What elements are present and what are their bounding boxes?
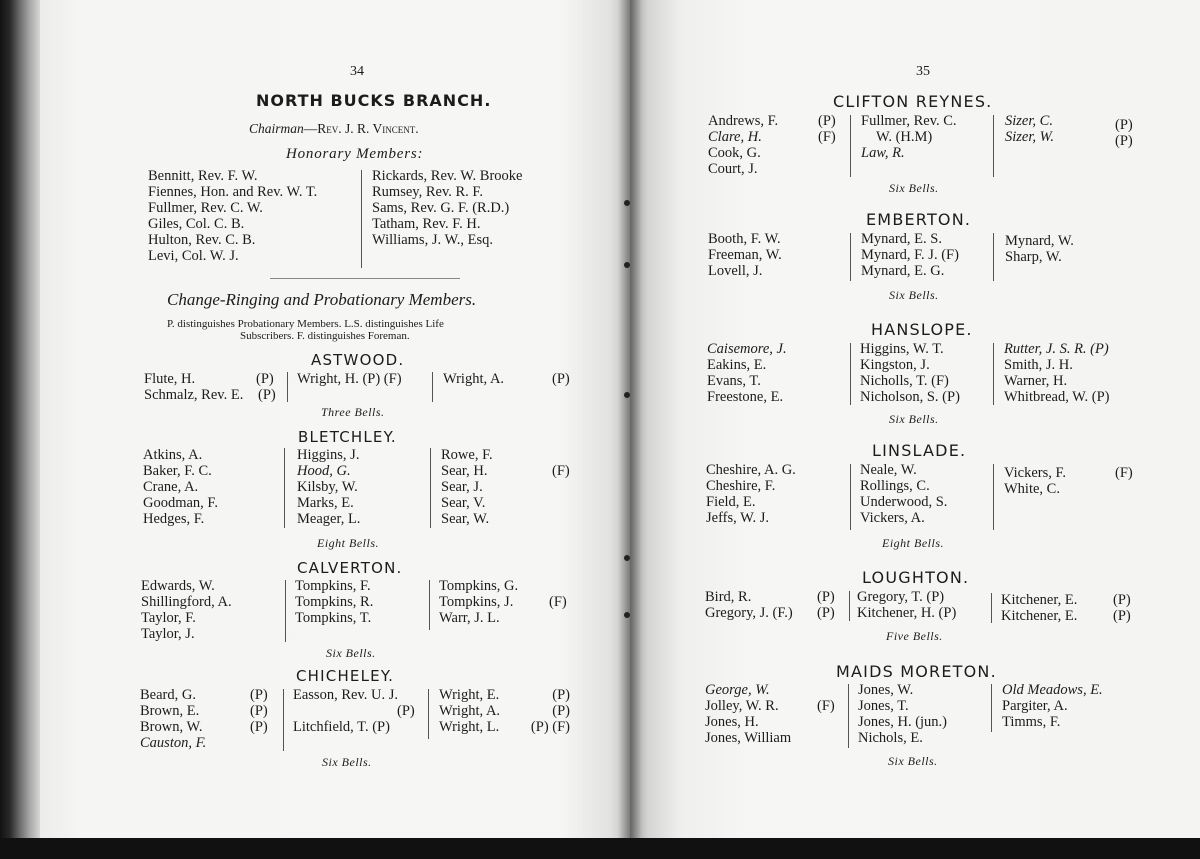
ringer-name: Mynard, E. G.	[861, 263, 945, 279]
tower-column	[1004, 341, 1110, 405]
column-divider	[429, 580, 430, 630]
tower-column	[141, 578, 232, 642]
ringer-flag: (F)	[817, 698, 835, 714]
ringer-name: Kitchener, H. (P)	[857, 605, 957, 621]
tower-heading: HANSLOPE.	[871, 320, 973, 339]
tower-column	[1004, 465, 1066, 497]
tower-heading: EMBERTON.	[866, 210, 972, 229]
bells-caption: Six Bells.	[888, 754, 938, 768]
ringer-name: Jones, H.	[705, 714, 759, 730]
ringer-name: Tompkins, G.	[439, 578, 519, 594]
ringer-flag: (P)	[250, 703, 268, 719]
honorary-member: Sams, Rev. G. F. (R.D.)	[372, 200, 510, 216]
tower-column	[297, 447, 360, 527]
ringer-name: Higgins, W. T.	[860, 341, 944, 357]
ringer-name: Litchfield, T. (P)	[293, 719, 390, 735]
flag-column	[1113, 592, 1131, 624]
ringer-flag: (P)	[817, 589, 835, 605]
ringer-name: Schmalz, Rev. E.	[144, 387, 244, 403]
ringer-name: Taylor, F.	[141, 610, 196, 626]
ringer-name: Taylor, J.	[141, 626, 195, 642]
ringer-name: Wright, A.	[439, 703, 501, 719]
honorary-right-column	[372, 168, 523, 248]
tower-column	[439, 578, 518, 626]
ringer-name: White, C.	[1004, 481, 1060, 497]
chairman-label: Chairman	[249, 121, 304, 136]
ringer-flag: (P)	[817, 605, 835, 621]
ringer-name: Smith, J. H.	[1004, 357, 1073, 373]
tower-column	[293, 687, 415, 735]
ringer-name: Shillingford, A.	[141, 594, 232, 610]
ringer-name: Sharp, W.	[1005, 249, 1062, 265]
ringer-name: Wright, E.	[439, 687, 500, 703]
ringer-name: Rutter, J. S. R. (P)	[1004, 341, 1109, 357]
page-number: 35	[916, 64, 930, 79]
ringer-flag: (P)	[256, 371, 274, 387]
ringer-name: Wright, L.	[439, 719, 500, 735]
ringer-flag: (P)	[250, 687, 268, 703]
ringer-name: Flute, H.	[144, 371, 196, 387]
ringer-name: Jones, T.	[858, 698, 909, 714]
ringer-name: Jones, H. (jun.)	[858, 714, 948, 730]
flag-column	[1115, 117, 1133, 149]
tower-heading: LOUGHTON.	[862, 568, 970, 587]
ringer-name: Rowe, F.	[441, 447, 493, 463]
tower-column	[708, 113, 778, 177]
honorary-heading: Honorary Members:	[286, 146, 424, 162]
ringer-name: Timms, F.	[1002, 714, 1061, 730]
tower-column	[144, 371, 243, 403]
column-divider	[993, 343, 994, 405]
ringer-name: Edwards, W.	[141, 578, 215, 594]
honorary-member: Levi, Col. W. J.	[148, 248, 239, 264]
column-divider	[993, 464, 994, 530]
ringer-name: Sear, H.	[441, 463, 488, 479]
ringer-name: Higgins, J.	[297, 447, 360, 463]
tower-column	[705, 682, 791, 746]
tower-column	[297, 371, 402, 387]
honorary-member: Fullmer, Rev. C. W.	[148, 200, 263, 216]
tower-heading: CALVERTON.	[297, 559, 403, 577]
column-divider	[849, 591, 850, 621]
ringer-name: Nichols, E.	[858, 730, 923, 746]
ringer-name: Booth, F. W.	[708, 231, 781, 247]
legend-note: P. distinguishes Probationary Members. L.S. distinguishes Life	[167, 318, 444, 330]
honorary-member: Bennitt, Rev. F. W.	[148, 168, 258, 184]
ringer-name: W. (H.M)	[876, 129, 933, 145]
chairman-name: —Rev. J. R. Vincent.	[303, 121, 419, 136]
ringer-name: Sear, V.	[441, 495, 486, 511]
flag-column	[817, 698, 835, 714]
flag-column	[258, 387, 276, 403]
ringer-name: Marks, E.	[297, 495, 354, 511]
tower-column	[143, 447, 218, 527]
bells-caption: Six Bells.	[322, 755, 372, 769]
ringer-name: Cheshire, A. G.	[706, 462, 796, 478]
tower-column	[441, 447, 493, 527]
ringer-name: Underwood, S.	[860, 494, 948, 510]
tower-column	[443, 371, 504, 387]
ringer-name: Warr, J. L.	[439, 610, 500, 626]
flag-column	[518, 687, 570, 735]
bells-caption: Eight Bells.	[882, 536, 944, 550]
bells-caption: Three Bells.	[321, 405, 385, 419]
column-divider	[285, 580, 286, 642]
ringer-name: Cook, G.	[708, 145, 761, 161]
bells-caption: Six Bells.	[889, 288, 939, 302]
ringer-name: Kitchener, E.	[1001, 608, 1078, 624]
ringer-name: Tompkins, J.	[439, 594, 514, 610]
ringer-name: Fullmer, Rev. C.	[861, 113, 957, 129]
ringer-name: Brown, E.	[140, 703, 200, 719]
column-divider	[850, 115, 851, 177]
bells-caption: Six Bells.	[889, 181, 939, 195]
column-divider	[287, 372, 288, 402]
ringer-name: Kilsby, W.	[297, 479, 358, 495]
ringer-flag: (P) (F)	[530, 719, 570, 735]
flag-column	[549, 594, 567, 610]
ringer-name: Tompkins, R.	[295, 594, 374, 610]
ringer-name: Atkins, A.	[143, 447, 203, 463]
tower-column	[1001, 592, 1077, 624]
book-gutter	[618, 0, 642, 840]
tower-column	[708, 231, 782, 279]
ringer-name: Clare, H.	[708, 129, 762, 145]
ringer-name: Jones, William	[705, 730, 792, 746]
ringer-name: Vickers, A.	[860, 510, 925, 526]
column-divider	[430, 448, 431, 528]
ringer-flag: (F)	[818, 129, 836, 145]
column-divider	[850, 343, 851, 405]
column-divider	[993, 115, 994, 177]
binding-hole	[624, 392, 630, 398]
column-divider	[993, 233, 994, 281]
ringer-name: Court, J.	[708, 161, 758, 177]
honorary-member: Fiennes, Hon. and Rev. W. T.	[148, 184, 318, 200]
ringer-name: Gregory, J. (F.)	[705, 605, 793, 621]
ringer-name: Jeffs, W. J.	[706, 510, 769, 526]
chairman-line	[249, 121, 419, 137]
flag-column	[817, 589, 835, 621]
tower-column	[295, 578, 373, 626]
ringer-name: Hood, G.	[297, 463, 351, 479]
ringer-name: Nicholls, T. (F)	[860, 373, 949, 389]
ringer-name: Kitchener, E.	[1001, 592, 1078, 608]
ringer-flag: (P)	[250, 719, 268, 735]
ringer-flag: (P)	[552, 371, 570, 387]
ringer-name: Beard, G.	[140, 687, 196, 703]
tower-heading: LINSLADE.	[872, 441, 967, 460]
column-divider	[283, 689, 284, 751]
tower-column	[706, 462, 796, 526]
tower-column	[140, 687, 206, 751]
tower-column	[857, 589, 956, 621]
binding-hole	[624, 200, 630, 206]
ringer-name: Bird, R.	[705, 589, 752, 605]
tower-column	[858, 682, 947, 746]
tower-column	[705, 589, 793, 621]
binding-hole	[624, 262, 630, 268]
ringer-name: Baker, F. C.	[143, 463, 212, 479]
bells-caption: Five Bells.	[886, 629, 943, 643]
ringer-name: Sear, W.	[441, 511, 490, 527]
ringer-name: Whitbread, W. (P)	[1004, 389, 1110, 405]
ringer-flag: (P)	[1113, 592, 1131, 608]
ringer-flag: (P)	[1113, 608, 1131, 624]
ringer-name: Sear, J.	[441, 479, 483, 495]
tower-heading: MAIDS MORETON.	[836, 662, 997, 681]
tower-heading: BLETCHLEY.	[298, 428, 397, 446]
ringer-name: Goodman, F.	[143, 495, 218, 511]
ringer-name: Pargiter, A.	[1002, 698, 1068, 714]
ringer-name: Crane, A.	[143, 479, 199, 495]
ringer-name: Mynard, E. S.	[861, 231, 942, 247]
honorary-left-column	[148, 168, 317, 264]
column-divider	[432, 372, 433, 402]
ringer-flag: (P)	[818, 113, 836, 129]
tower-column	[1005, 233, 1074, 265]
ringer-name: Law, R.	[861, 145, 905, 161]
ringer-name: Eakins, E.	[707, 357, 767, 373]
ringer-name: Rollings, C.	[860, 478, 930, 494]
ringer-name: Nicholson, S. (P)	[860, 389, 960, 405]
column-divider	[284, 448, 285, 528]
ringer-name: Gregory, T. (P)	[857, 589, 945, 605]
ringer-name: Lovell, J.	[708, 263, 763, 279]
tower-column	[1002, 682, 1103, 730]
ringer-name: Wright, A.	[443, 371, 505, 387]
tower-column	[707, 341, 787, 405]
binding-hole	[624, 612, 630, 618]
ringer-name: Easson, Rev. U. J.	[293, 687, 398, 703]
ringer-name: Andrews, F.	[708, 113, 779, 129]
background-band	[0, 838, 1200, 859]
ringer-name: Brown, W.	[140, 719, 203, 735]
ringer-name: Field, E.	[706, 494, 756, 510]
ringer-name: Jolley, W. R.	[705, 698, 779, 714]
column-divider	[991, 593, 992, 623]
page-stack-edge	[0, 0, 40, 859]
honorary-member: Rumsey, Rev. R. F.	[372, 184, 483, 200]
ringer-name: Freeman, W.	[708, 247, 782, 263]
bells-caption: Six Bells.	[326, 646, 376, 660]
ringer-name: Kingston, J.	[860, 357, 930, 373]
honorary-member: Hulton, Rev. C. B.	[148, 232, 256, 248]
tower-column	[439, 687, 500, 735]
tower-column	[861, 231, 959, 279]
ringer-name: Tompkins, F.	[295, 578, 371, 594]
ringer-name: George, W.	[705, 682, 770, 698]
bells-caption: Eight Bells.	[317, 536, 379, 550]
ringer-flag: (F)	[552, 463, 570, 479]
ringer-name: Meager, L.	[297, 511, 361, 527]
legend-note: Subscribers. F. distinguishes Foreman.	[240, 330, 410, 342]
tower-column	[1005, 113, 1054, 145]
ringer-name: Neale, W.	[860, 462, 917, 478]
section-rule	[270, 278, 460, 279]
ringer-name: Evans, T.	[707, 373, 761, 389]
ringer-name: Freestone, E.	[707, 389, 784, 405]
flag-column	[250, 687, 268, 735]
honorary-member: Williams, J. W., Esq.	[372, 232, 494, 248]
column-divider	[850, 233, 851, 281]
ringer-name: Wright, H. (P) (F)	[297, 371, 402, 387]
ringer-flag: (P)	[397, 703, 415, 719]
ringer-name: Mynard, F. J. (F)	[861, 247, 959, 263]
tower-heading: ASTWOOD.	[311, 351, 405, 369]
ringer-name: Mynard, W.	[1005, 233, 1074, 249]
column-divider	[850, 464, 851, 530]
tower-column	[860, 462, 947, 526]
column-divider	[428, 689, 429, 739]
ringer-name: Caisemore, J.	[707, 341, 787, 357]
ringer-name: Old Meadows, E.	[1002, 682, 1103, 698]
flag-column	[552, 371, 570, 387]
ringer-name: Warner, H.	[1004, 373, 1068, 389]
tower-heading: CLIFTON REYNES.	[833, 92, 993, 111]
flag-column	[552, 463, 570, 479]
branch-title: NORTH BUCKS BRANCH.	[256, 91, 492, 110]
column-divider	[848, 684, 849, 748]
flag-column	[1115, 465, 1133, 481]
honorary-member: Giles, Col. C. B.	[148, 216, 245, 232]
ringer-flag: (P)	[258, 387, 276, 403]
column-divider	[361, 170, 362, 268]
honorary-member: Tatham, Rev. F. H.	[372, 216, 481, 232]
ringer-flag: (P)	[1115, 117, 1133, 133]
binding-hole	[624, 555, 630, 561]
ringer-name: Tompkins, T.	[295, 610, 372, 626]
ringer-name: Sizer, W.	[1005, 129, 1055, 145]
tower-column	[861, 113, 957, 161]
ringer-flag: (P)	[552, 703, 570, 719]
ringer-flag: (P)	[1115, 133, 1133, 149]
bells-caption: Six Bells.	[889, 412, 939, 426]
ringer-name: Cheshire, F.	[706, 478, 776, 494]
ringer-name: Vickers, F.	[1004, 465, 1067, 481]
column-divider	[991, 684, 992, 732]
ringer-name: Causton, F.	[140, 735, 207, 751]
ringer-name: Hedges, F.	[143, 511, 205, 527]
ringer-flag: (P)	[552, 687, 570, 703]
flag-column	[818, 113, 836, 145]
tower-column	[860, 341, 960, 405]
ringer-name: Jones, W.	[858, 682, 914, 698]
ringer-flag: (F)	[1115, 465, 1133, 481]
flag-column	[256, 371, 274, 387]
honorary-member: Rickards, Rev. W. Brooke	[372, 168, 523, 184]
change-ringing-heading: Change-Ringing and Probationary Members.	[167, 290, 477, 309]
page-number: 34	[350, 64, 364, 79]
ringer-name: Sizer, C.	[1005, 113, 1053, 129]
tower-heading: CHICHELEY.	[296, 667, 395, 685]
ringer-flag: (F)	[549, 594, 567, 610]
